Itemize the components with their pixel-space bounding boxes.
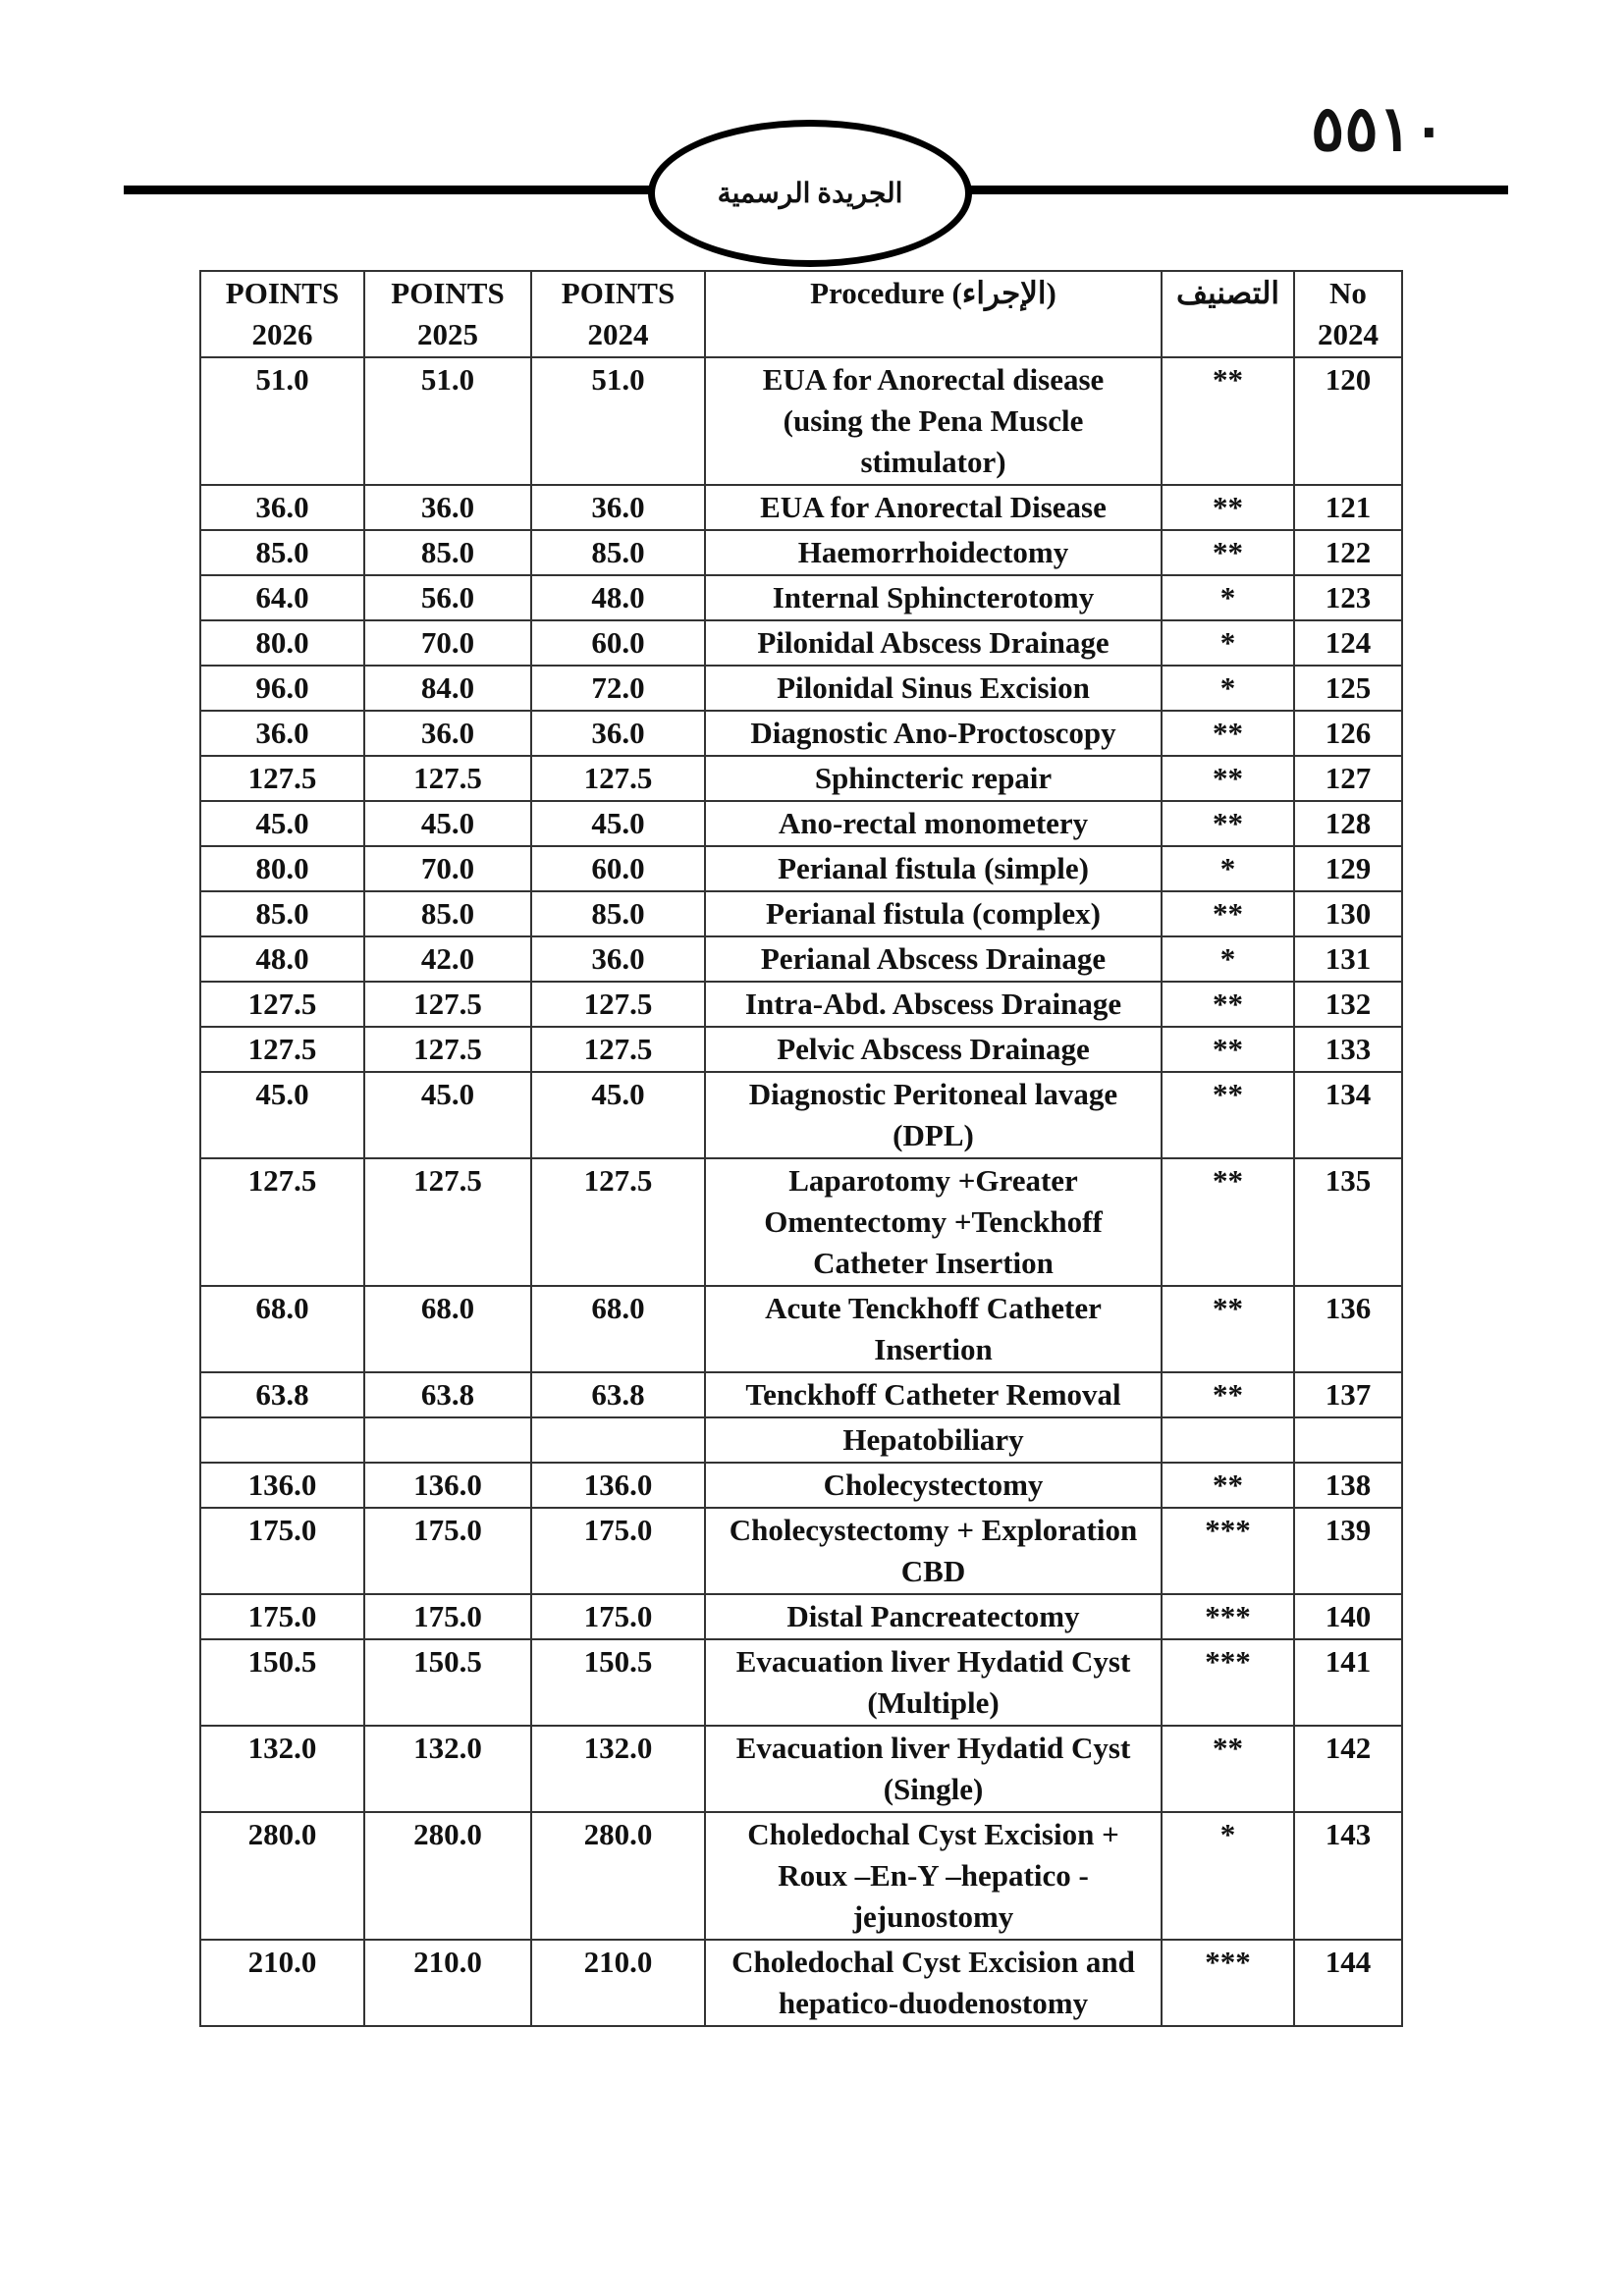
- cell-classification: **: [1162, 982, 1294, 1027]
- cell-procedure: Cholecystectomy: [705, 1463, 1162, 1508]
- cell-procedure: Ano-rectal monometery: [705, 801, 1162, 846]
- cell-classification: ***: [1162, 1639, 1294, 1726]
- cell-no-2024: 121: [1294, 485, 1402, 530]
- cell-points-2025: 280.0: [364, 1812, 531, 1940]
- cell-points-2024: 48.0: [531, 575, 705, 620]
- cell-no-2024: 130: [1294, 891, 1402, 936]
- cell-classification: **: [1162, 1372, 1294, 1417]
- table-row: [200, 936, 1402, 982]
- cell-procedure: Pelvic Abscess Drainage: [705, 1027, 1162, 1072]
- cell-procedure: Sphincteric repair: [705, 756, 1162, 801]
- cell-points-2024: 85.0: [531, 891, 705, 936]
- cell-points-2026: 175.0: [200, 1508, 364, 1594]
- table-row: [200, 357, 1402, 485]
- cell-procedure: Choledochal Cyst Excision + Roux –En-Y –hepatico - jejunostomy: [705, 1812, 1162, 1940]
- cell-no-2024: 144: [1294, 1940, 1402, 2026]
- cell-points-2026: 48.0: [200, 936, 364, 982]
- cell-points-2024: 36.0: [531, 936, 705, 982]
- cell-classification: *: [1162, 846, 1294, 891]
- table-row: [200, 1639, 1402, 1726]
- cell-points-2025: 136.0: [364, 1463, 531, 1508]
- cell-procedure: Tenckhoff Catheter Removal: [705, 1372, 1162, 1417]
- column-header-points-2024: POINTS 2024: [531, 271, 705, 357]
- cell-procedure: Haemorrhoidectomy: [705, 530, 1162, 575]
- cell-points-2025: 175.0: [364, 1508, 531, 1594]
- cell-classification: **: [1162, 1726, 1294, 1812]
- cell-points-2025: 85.0: [364, 530, 531, 575]
- cell-points-2024: 51.0: [531, 357, 705, 485]
- cell-classification: ***: [1162, 1508, 1294, 1594]
- cell-points-2024: 210.0: [531, 1940, 705, 2026]
- cell-no-2024: 122: [1294, 530, 1402, 575]
- cell-points-2024: 175.0: [531, 1594, 705, 1639]
- cell-procedure: Perianal fistula (complex): [705, 891, 1162, 936]
- cell-classification: *: [1162, 666, 1294, 711]
- cell-no-2024: 125: [1294, 666, 1402, 711]
- cell-classification: [1162, 1417, 1294, 1463]
- cell-points-2026: 45.0: [200, 1072, 364, 1158]
- cell-points-2024: 150.5: [531, 1639, 705, 1726]
- cell-points-2024: 136.0: [531, 1463, 705, 1508]
- cell-points-2025: 150.5: [364, 1639, 531, 1726]
- cell-points-2026: 127.5: [200, 756, 364, 801]
- cell-points-2025: 36.0: [364, 711, 531, 756]
- cell-no-2024: 136: [1294, 1286, 1402, 1372]
- cell-points-2024: 60.0: [531, 846, 705, 891]
- cell-procedure: Choledochal Cyst Excision and hepatico-duodenostomy: [705, 1940, 1162, 2026]
- cell-points-2025: 63.8: [364, 1372, 531, 1417]
- cell-points-2025: 56.0: [364, 575, 531, 620]
- cell-procedure: Evacuation liver Hydatid Cyst (Multiple): [705, 1639, 1162, 1726]
- page-number: ٥٥١٠: [1311, 94, 1446, 164]
- table-row: [200, 711, 1402, 756]
- cell-points-2025: 42.0: [364, 936, 531, 982]
- cell-points-2025: 127.5: [364, 982, 531, 1027]
- cell-points-2026: 127.5: [200, 982, 364, 1027]
- cell-points-2024: 175.0: [531, 1508, 705, 1594]
- cell-procedure: Perianal fistula (simple): [705, 846, 1162, 891]
- cell-procedure: Perianal Abscess Drainage: [705, 936, 1162, 982]
- cell-points-2025: 175.0: [364, 1594, 531, 1639]
- column-header-points-2026: POINTS 2026: [200, 271, 364, 357]
- cell-points-2026: [200, 1417, 364, 1463]
- cell-no-2024: 141: [1294, 1639, 1402, 1726]
- cell-no-2024: 123: [1294, 575, 1402, 620]
- cell-points-2026: 150.5: [200, 1639, 364, 1726]
- cell-points-2024: [531, 1417, 705, 1463]
- cell-no-2024: 131: [1294, 936, 1402, 982]
- cell-classification: **: [1162, 756, 1294, 801]
- cell-procedure: EUA for Anorectal disease (using the Pena Muscle stimulator): [705, 357, 1162, 485]
- cell-points-2025: 36.0: [364, 485, 531, 530]
- cell-procedure: Diagnostic Ano-Proctoscopy: [705, 711, 1162, 756]
- table-row: [200, 1286, 1402, 1372]
- cell-classification: **: [1162, 801, 1294, 846]
- table-row: [200, 982, 1402, 1027]
- cell-no-2024: 124: [1294, 620, 1402, 666]
- cell-points-2024: 36.0: [531, 711, 705, 756]
- cell-classification: *: [1162, 936, 1294, 982]
- cell-classification: **: [1162, 485, 1294, 530]
- cell-points-2025: 210.0: [364, 1940, 531, 2026]
- cell-classification: ***: [1162, 1940, 1294, 2026]
- cell-points-2026: 175.0: [200, 1594, 364, 1639]
- cell-procedure: Laparotomy +Greater Omentectomy +Tenckhoff Catheter Insertion: [705, 1158, 1162, 1286]
- cell-points-2026: 36.0: [200, 485, 364, 530]
- cell-no-2024: 139: [1294, 1508, 1402, 1594]
- table-row: [200, 891, 1402, 936]
- table-row: [200, 1940, 1402, 2026]
- cell-points-2024: 45.0: [531, 801, 705, 846]
- cell-classification: **: [1162, 1027, 1294, 1072]
- cell-classification: *: [1162, 575, 1294, 620]
- cell-points-2025: 68.0: [364, 1286, 531, 1372]
- cell-points-2025: 132.0: [364, 1726, 531, 1812]
- table-row: [200, 1158, 1402, 1286]
- cell-points-2026: 280.0: [200, 1812, 364, 1940]
- cell-points-2025: 127.5: [364, 1027, 531, 1072]
- cell-points-2026: 64.0: [200, 575, 364, 620]
- cell-points-2024: 45.0: [531, 1072, 705, 1158]
- cell-procedure: Acute Tenckhoff Catheter Insertion: [705, 1286, 1162, 1372]
- cell-procedure: Diagnostic Peritoneal lavage (DPL): [705, 1072, 1162, 1158]
- cell-classification: *: [1162, 620, 1294, 666]
- table-row: [200, 801, 1402, 846]
- cell-procedure: Pilonidal Sinus Excision: [705, 666, 1162, 711]
- table-row: [200, 1417, 1402, 1463]
- cell-points-2026: 96.0: [200, 666, 364, 711]
- cell-procedure: Cholecystectomy + Exploration CBD: [705, 1508, 1162, 1594]
- cell-no-2024: 126: [1294, 711, 1402, 756]
- table-row: [200, 756, 1402, 801]
- cell-procedure: Internal Sphincterotomy: [705, 575, 1162, 620]
- cell-points-2026: 132.0: [200, 1726, 364, 1812]
- table-row: [200, 530, 1402, 575]
- cell-points-2025: 84.0: [364, 666, 531, 711]
- table-row: [200, 1027, 1402, 1072]
- cell-points-2026: 51.0: [200, 357, 364, 485]
- cell-points-2026: 80.0: [200, 620, 364, 666]
- cell-classification: **: [1162, 891, 1294, 936]
- cell-points-2026: 85.0: [200, 891, 364, 936]
- cell-points-2024: 280.0: [531, 1812, 705, 1940]
- cell-points-2024: 60.0: [531, 620, 705, 666]
- cell-points-2024: 127.5: [531, 1158, 705, 1286]
- cell-points-2024: 127.5: [531, 982, 705, 1027]
- cell-classification: ***: [1162, 1594, 1294, 1639]
- cell-no-2024: 140: [1294, 1594, 1402, 1639]
- cell-points-2026: 68.0: [200, 1286, 364, 1372]
- table-row: [200, 485, 1402, 530]
- cell-points-2024: 127.5: [531, 1027, 705, 1072]
- cell-no-2024: 127: [1294, 756, 1402, 801]
- cell-procedure: EUA for Anorectal Disease: [705, 485, 1162, 530]
- cell-points-2025: 127.5: [364, 1158, 531, 1286]
- cell-classification: **: [1162, 1158, 1294, 1286]
- table-row: [200, 620, 1402, 666]
- cell-classification: **: [1162, 357, 1294, 485]
- table-row: [200, 1072, 1402, 1158]
- table-row: [200, 1726, 1402, 1812]
- table-row: [200, 1812, 1402, 1940]
- table-row: [200, 1594, 1402, 1639]
- cell-no-2024: 129: [1294, 846, 1402, 891]
- cell-points-2026: 85.0: [200, 530, 364, 575]
- column-header-procedure: Procedure (الإجراء): [705, 271, 1162, 357]
- cell-no-2024: 128: [1294, 801, 1402, 846]
- cell-points-2025: 45.0: [364, 801, 531, 846]
- table-row: [200, 1508, 1402, 1594]
- cell-points-2026: 210.0: [200, 1940, 364, 2026]
- cell-points-2025: 127.5: [364, 756, 531, 801]
- table-header-row: [200, 271, 1402, 357]
- cell-no-2024: 132: [1294, 982, 1402, 1027]
- cell-points-2025: [364, 1417, 531, 1463]
- cell-no-2024: 143: [1294, 1812, 1402, 1940]
- gazette-title-badge: [648, 120, 972, 267]
- cell-no-2024: 133: [1294, 1027, 1402, 1072]
- cell-points-2026: 63.8: [200, 1372, 364, 1417]
- cell-no-2024: 137: [1294, 1372, 1402, 1417]
- cell-points-2025: 51.0: [364, 357, 531, 485]
- cell-classification: **: [1162, 711, 1294, 756]
- cell-no-2024: 138: [1294, 1463, 1402, 1508]
- cell-points-2026: 136.0: [200, 1463, 364, 1508]
- cell-procedure: Hepatobiliary: [705, 1417, 1162, 1463]
- procedures-table: [199, 270, 1403, 2027]
- cell-points-2024: 127.5: [531, 756, 705, 801]
- cell-points-2024: 72.0: [531, 666, 705, 711]
- cell-no-2024: 135: [1294, 1158, 1402, 1286]
- cell-points-2026: 45.0: [200, 801, 364, 846]
- table-row: [200, 846, 1402, 891]
- cell-points-2024: 85.0: [531, 530, 705, 575]
- cell-no-2024: 142: [1294, 1726, 1402, 1812]
- cell-points-2026: 127.5: [200, 1027, 364, 1072]
- cell-procedure: Distal Pancreatectomy: [705, 1594, 1162, 1639]
- cell-classification: **: [1162, 1463, 1294, 1508]
- table-row: [200, 666, 1402, 711]
- cell-no-2024: 134: [1294, 1072, 1402, 1158]
- cell-points-2025: 70.0: [364, 846, 531, 891]
- column-header-points-2025: POINTS 2025: [364, 271, 531, 357]
- cell-classification: **: [1162, 1072, 1294, 1158]
- cell-points-2025: 85.0: [364, 891, 531, 936]
- cell-classification: **: [1162, 530, 1294, 575]
- cell-points-2026: 80.0: [200, 846, 364, 891]
- cell-classification: **: [1162, 1286, 1294, 1372]
- cell-no-2024: 120: [1294, 357, 1402, 485]
- cell-points-2024: 132.0: [531, 1726, 705, 1812]
- table-row: [200, 575, 1402, 620]
- cell-procedure: Evacuation liver Hydatid Cyst (Single): [705, 1726, 1162, 1812]
- cell-points-2024: 68.0: [531, 1286, 705, 1372]
- cell-points-2025: 45.0: [364, 1072, 531, 1158]
- cell-points-2026: 127.5: [200, 1158, 364, 1286]
- cell-classification: *: [1162, 1812, 1294, 1940]
- cell-procedure: Intra-Abd. Abscess Drainage: [705, 982, 1162, 1027]
- gazette-title: الجريدة الرسمية: [717, 179, 903, 209]
- cell-points-2024: 36.0: [531, 485, 705, 530]
- table-row: [200, 1463, 1402, 1508]
- column-header-no-2024: No 2024: [1294, 271, 1402, 357]
- cell-points-2026: 36.0: [200, 711, 364, 756]
- table-row: [200, 1372, 1402, 1417]
- cell-procedure: Pilonidal Abscess Drainage: [705, 620, 1162, 666]
- cell-points-2024: 63.8: [531, 1372, 705, 1417]
- cell-points-2025: 70.0: [364, 620, 531, 666]
- cell-no-2024: [1294, 1417, 1402, 1463]
- column-header-classification: التصنيف: [1162, 271, 1294, 357]
